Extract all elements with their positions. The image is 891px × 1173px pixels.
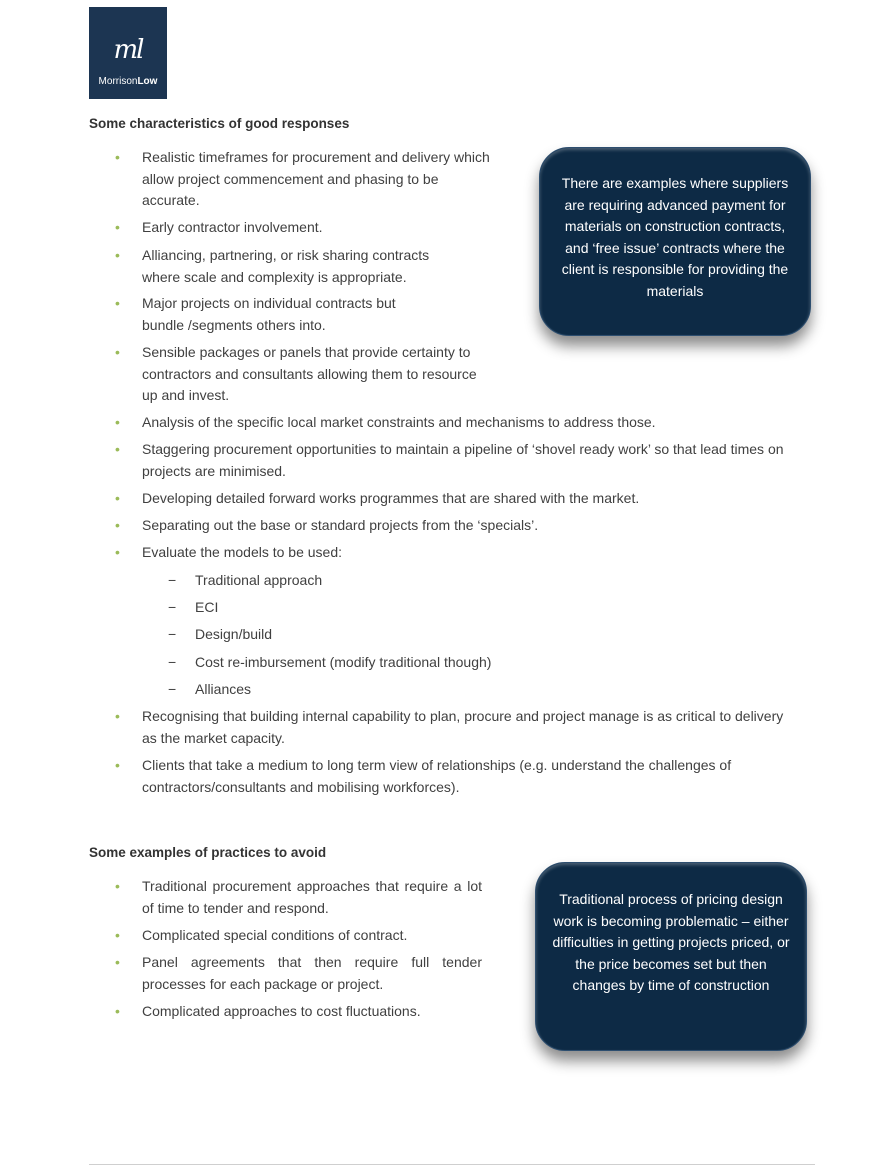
- bullet-icon: •: [115, 878, 120, 894]
- dash-icon: −: [168, 572, 177, 588]
- logo-word-light: Morrison: [98, 76, 138, 87]
- bullet-icon: •: [115, 544, 120, 560]
- logo-wordmark: [89, 76, 167, 88]
- sub-list-item-text: Alliances: [195, 681, 252, 697]
- list-item-text: Complicated approaches to cost fluctuations.: [142, 1003, 421, 1019]
- bullet-icon: •: [115, 757, 120, 773]
- bullet-icon: •: [115, 954, 120, 970]
- logo-word-bold: Low: [137, 76, 158, 87]
- list-item-text: Clients that take a medium to long term view of relationships (e.g. understand the challenges of contractors/consultants and mobilising workforces).: [142, 757, 732, 795]
- callout-box-advance-payment: [539, 147, 811, 336]
- bullet-icon: •: [115, 490, 120, 506]
- bullet-icon: •: [115, 517, 120, 533]
- list-item-text: Realistic timeframes for procurement and delivery which allow project commencement and phasing to be accurate.: [142, 149, 490, 208]
- section-heading-practices-to-avoid: Some examples of practices to avoid: [89, 845, 327, 860]
- bullet-icon: •: [115, 708, 120, 724]
- list-item-text: Traditional procurement approaches that require a lot of time to tender and respond.: [142, 878, 482, 916]
- sub-list-item-text: Design/build: [195, 626, 273, 642]
- bullet-icon: •: [115, 149, 120, 165]
- list-item-text: Evaluate the models to be used:: [142, 544, 343, 560]
- morrisonlow-logo: [89, 7, 167, 99]
- bullet-icon: •: [115, 927, 120, 943]
- logo-mark: ml: [113, 35, 143, 65]
- list-item-text: Separating out the base or standard projects from the ‘specials’.: [142, 517, 539, 533]
- bullet-icon: •: [115, 414, 120, 430]
- bullet-icon: •: [115, 247, 120, 263]
- list-item-text: Early contractor involvement.: [142, 219, 323, 235]
- list-item-text: Developing detailed forward works programmes that are shared with the market.: [142, 490, 640, 506]
- dash-icon: −: [168, 599, 177, 615]
- list-item-text: Analysis of the specific local market constraints and mechanisms to address those.: [142, 414, 656, 430]
- section-heading-good-responses: Some characteristics of good responses: [89, 116, 350, 131]
- bullet-icon: •: [115, 1003, 120, 1019]
- callout-box-pricing-design: [535, 862, 807, 1051]
- dash-icon: −: [168, 626, 177, 642]
- callout-text: There are examples where suppliers are requiring advanced payment for materials on construction contracts, and ‘free issue’ contracts where the client is responsible for providing the materials: [561, 175, 789, 299]
- sub-list-item-text: Cost re-imbursement (modify traditional though): [195, 654, 492, 670]
- list-item-text: Panel agreements that then require full tender processes for each package or project.: [142, 954, 482, 992]
- callout-text: Traditional process of pricing design work is becoming problematic – either difficulties in getting projects priced, or the price becomes set but then changes by time of construction: [552, 891, 790, 993]
- sub-list-item-text: ECI: [195, 599, 219, 615]
- bullet-icon: •: [115, 441, 120, 457]
- dash-icon: −: [168, 654, 177, 670]
- list-item-text: Alliancing, partnering, or risk sharing contracts where scale and complexity is appropriate.: [142, 247, 430, 285]
- bullet-icon: •: [115, 219, 120, 235]
- dash-icon: −: [168, 681, 177, 697]
- list-item-text: Staggering procurement opportunities to maintain a pipeline of ‘shovel ready work’ so that lead times on projects are minimised.: [142, 441, 784, 479]
- footer-divider: [89, 1164, 815, 1165]
- list-item-text: Recognising that building internal capability to plan, procure and project manage is as critical to delivery as the market capacity.: [142, 708, 784, 746]
- list-item-text: Major projects on individual contracts but bundle /segments others into.: [142, 295, 396, 333]
- list-item-text: Complicated special conditions of contract.: [142, 927, 408, 943]
- list-item-text: Sensible packages or panels that provide certainty to contractors and consultants allowing them to resource up and invest.: [142, 344, 477, 403]
- sub-list-item-text: Traditional approach: [195, 572, 323, 588]
- bullet-icon: •: [115, 344, 120, 360]
- bullet-icon: •: [115, 295, 120, 311]
